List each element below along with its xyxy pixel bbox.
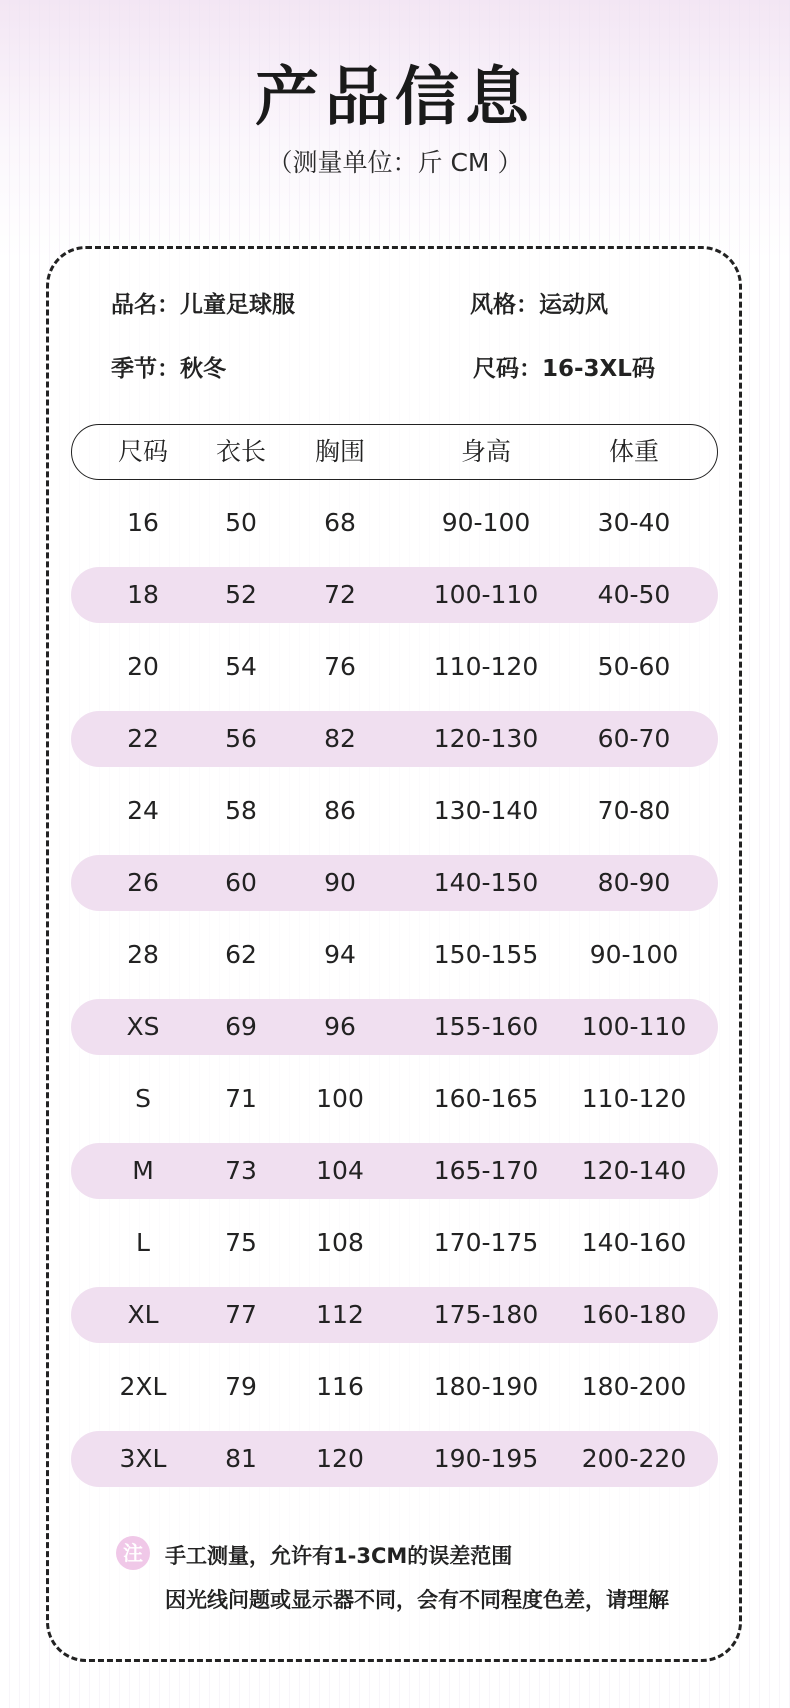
table-cell: XL [127, 1300, 159, 1329]
table-cell: M [132, 1156, 154, 1185]
note-icon: 注 [116, 1536, 150, 1570]
table-cell: 108 [316, 1228, 364, 1257]
table-cell: 90-100 [441, 508, 531, 537]
note-line-2: 因光线问题或显示器不同，会有不同程度色差，请理解 [165, 1588, 669, 1612]
table-cell: 73 [225, 1156, 257, 1185]
table-cell: 100-110 [433, 580, 539, 609]
table-cell: 52 [225, 580, 257, 609]
table-cell: 130-140 [433, 796, 539, 825]
table-cell: 69 [225, 1012, 257, 1041]
table-cell: 58 [225, 796, 257, 825]
table-cell: 180-200 [581, 1372, 687, 1401]
page-title: 产品信息 [255, 61, 535, 135]
table-cell: S [135, 1084, 151, 1113]
table-cell: L [136, 1228, 150, 1257]
table-cell: 112 [316, 1300, 364, 1329]
table-cell: 96 [324, 1012, 356, 1041]
table-header-cell: 体重 [608, 437, 659, 466]
product-size-range: 尺码：16-3XL码 [473, 356, 655, 382]
table-cell: 200-220 [581, 1444, 687, 1473]
note-line-1: 手工测量，允许有1-3CM的误差范围 [165, 1544, 513, 1568]
table-header-cell: 尺码 [117, 437, 168, 466]
table-cell: 180-190 [433, 1372, 539, 1401]
table-cell: 100-110 [581, 1012, 687, 1041]
table-cell: 190-195 [433, 1444, 539, 1473]
table-cell: 76 [324, 652, 356, 681]
table-cell: 175-180 [433, 1300, 539, 1329]
table-cell: 94 [324, 940, 356, 969]
table-cell: 16 [127, 508, 159, 537]
table-cell: 70-80 [597, 796, 671, 825]
table-cell: 26 [127, 868, 159, 897]
table-cell: 18 [127, 580, 159, 609]
table-cell: 86 [324, 796, 356, 825]
table-cell: 155-160 [433, 1012, 539, 1041]
table-header-cell: 身高 [460, 437, 511, 466]
table-cell: 30-40 [597, 508, 671, 537]
table-cell: 120-140 [581, 1156, 687, 1185]
table-cell: 50-60 [597, 652, 671, 681]
table-cell: 62 [225, 940, 257, 969]
table-cell: 110-120 [433, 652, 539, 681]
table-cell: 90 [324, 868, 356, 897]
table-cell: 100 [316, 1084, 364, 1113]
product-season: 季节：秋冬 [111, 356, 226, 382]
table-cell: 150-155 [433, 940, 539, 969]
table-cell: 110-120 [581, 1084, 687, 1113]
table-cell: 75 [225, 1228, 257, 1257]
table-cell: 60-70 [597, 724, 671, 753]
table-cell: 24 [127, 796, 159, 825]
table-cell: 165-170 [433, 1156, 539, 1185]
table-cell: 160-180 [581, 1300, 687, 1329]
table-cell: 116 [316, 1372, 364, 1401]
table-cell: 79 [225, 1372, 257, 1401]
table-cell: XS [126, 1012, 160, 1041]
table-cell: 50 [225, 508, 257, 537]
table-cell: 82 [324, 724, 356, 753]
table-cell: 68 [324, 508, 356, 537]
table-cell: 20 [127, 652, 159, 681]
table-cell: 80-90 [597, 868, 671, 897]
table-cell: 22 [127, 724, 159, 753]
table-cell: 77 [225, 1300, 257, 1329]
measurement-unit-subtitle: （测量单位：斤 CM ） [267, 148, 523, 177]
table-cell: 170-175 [433, 1228, 539, 1257]
table-cell: 140-160 [581, 1228, 687, 1257]
table-cell: 54 [225, 652, 257, 681]
table-cell: 60 [225, 868, 257, 897]
table-cell: 2XL [119, 1372, 167, 1401]
table-cell: 56 [225, 724, 257, 753]
table-cell: 104 [316, 1156, 364, 1185]
table-cell: 90-100 [589, 940, 679, 969]
table-cell: 160-165 [433, 1084, 539, 1113]
table-cell: 120 [316, 1444, 364, 1473]
table-cell: 40-50 [597, 580, 671, 609]
table-cell: 72 [324, 580, 356, 609]
table-header-cell: 衣长 [215, 437, 266, 466]
product-name: 品名：儿童足球服 [111, 292, 295, 318]
table-cell: 81 [225, 1444, 257, 1473]
product-style: 风格：运动风 [470, 292, 608, 318]
table-cell: 140-150 [433, 868, 539, 897]
table-cell: 71 [225, 1084, 257, 1113]
table-header-cell: 胸围 [314, 437, 365, 466]
table-cell: 28 [127, 940, 159, 969]
table-cell: 120-130 [433, 724, 539, 753]
table-cell: 3XL [119, 1444, 167, 1473]
